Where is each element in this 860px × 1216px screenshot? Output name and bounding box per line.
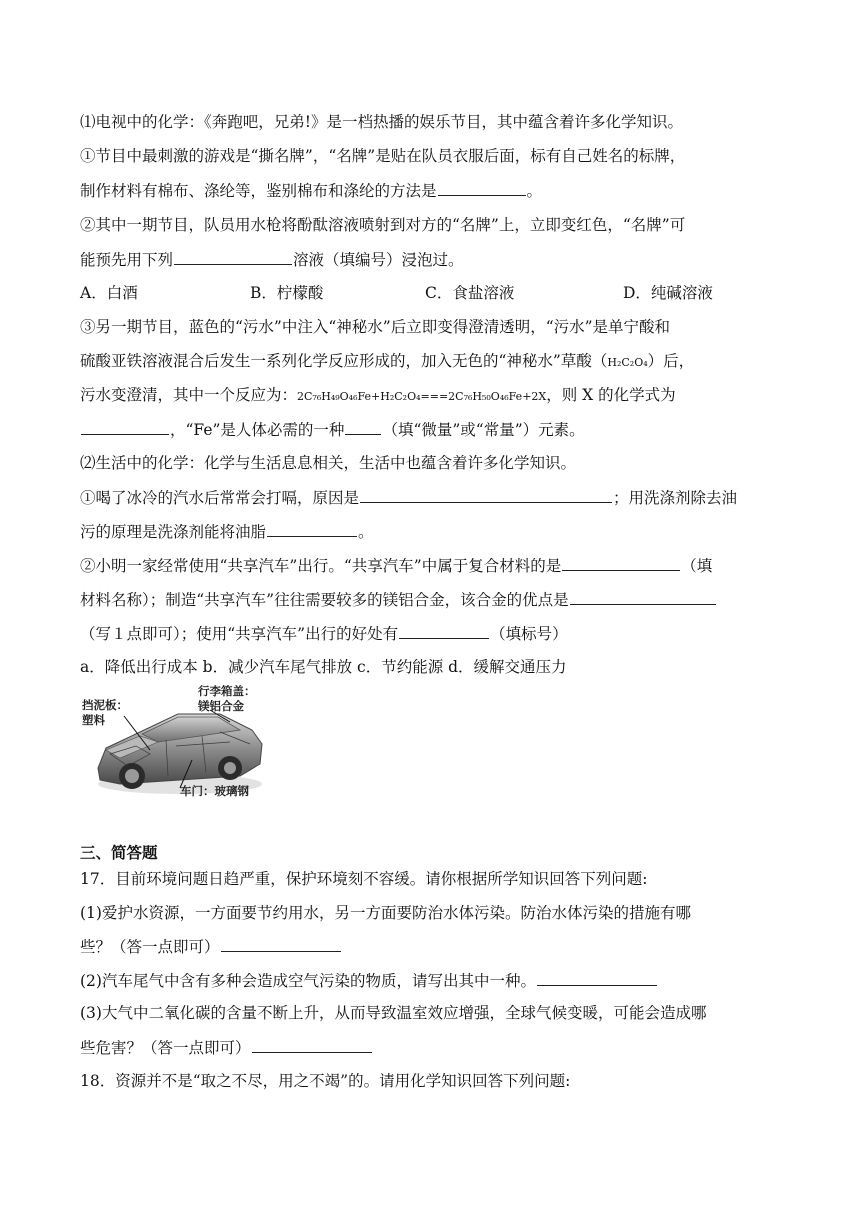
item5-line1: ②小明一家经常使用“共享汽车”出行。“共享汽车”中属于复合材料的是 （填 — [80, 557, 713, 575]
item5-choices: a．降低出行成本 b．减少汽车尾气排放 c．节约能源 d．缓解交通压力 — [80, 658, 567, 676]
item3-line2: 硫酸亚铁溶液混合后发生一系列化学反应形成的，加入无色的“神秘水”草酸（H₂C₂O₄）后， — [80, 352, 695, 370]
answer-blank-harm[interactable] — [252, 1037, 372, 1053]
q17-p3-line2: 些危害？（答一点即可） — [80, 1037, 785, 1058]
label-door: 车门：玻璃钢 — [180, 784, 249, 798]
option-b: B．柠檬酸 — [250, 284, 324, 302]
answer-blank-burp[interactable] — [360, 487, 612, 503]
option-a: A．白酒 — [80, 284, 138, 302]
part2-intro: ⑵生活中的化学：化学与生活息息相关，生活中也蕴含着许多化学知识。 — [80, 454, 577, 472]
item3-line3: 污水变澄清，其中一个反应为：2C₇₆H₄₉O₄₆Fe+H₂C₂O₄===2C₇₆H₅₀O₄₆Fe+2X，则 X 的化学式为 — [80, 386, 676, 404]
car-figure — [80, 684, 268, 800]
label-fender: 挡泥板： 塑料 — [82, 698, 128, 727]
item1-line1: ①节目中最刺激的游戏是“撕名牌”，“名牌”是贴在队员衣服后面，标有自己姓名的标牌， — [80, 147, 686, 165]
q17-p2-line1: (2)汽车尾气中含有多种会造成空气污染的物质，请写出其中一种。 — [80, 970, 785, 991]
item3-line4: ，“Fe”是人体必需的一种 （填“微量”或“常量”）元素。 — [80, 419, 785, 440]
item4-line2: 污的原理是洗涤剂能将油脂 。 — [80, 523, 374, 541]
option-d: D．纯碱溶液 — [623, 284, 713, 302]
label-trunk: 行李箱盖： 镁铝合金 — [198, 684, 256, 713]
answer-blank-alloy[interactable] — [570, 589, 716, 605]
item5-line3: （写１点即可）；使用“共享汽车”出行的好处有 （填标号） — [80, 625, 568, 643]
answer-blank-pollutant[interactable] — [537, 970, 657, 986]
answer-blank-fabric[interactable] — [438, 180, 526, 196]
answer-blank-formula[interactable] — [81, 419, 169, 435]
part1-intro: ⑴电视中的化学：《奔跑吧，兄弟!》是一档热播的娱乐节目，其中蕴含着许多化学知识。 — [80, 113, 683, 131]
q17-stem: 17．目前环境问题日趋严重，保护环境刻不容缓。请你根据所学知识回答下列问题: — [80, 870, 648, 888]
item1-line2: 制作材料有棉布、涤纶等，鉴别棉布和涤纶的方法是 。 — [80, 182, 543, 200]
q17-p1-line2: 些？（答一点即可） — [80, 936, 785, 957]
answer-blank-water[interactable] — [221, 936, 341, 952]
answer-blank-solution[interactable] — [174, 249, 292, 265]
q18-stem: 18．资源并不是“取之不尽，用之不竭”的。请用化学知识回答下列问题: — [80, 1072, 571, 1090]
item3-line1: ③另一期节目，蓝色的“污水”中注入“神秘水”后立即变得澄清透明，“污水”是单宁酸和 — [80, 318, 671, 336]
q17-p3-line1: (3)大气中二氧化碳的含量不断上升，从而导致温室效应增强，全球气候变暖，可能会造成哪 — [80, 1004, 707, 1022]
answer-blank-composite[interactable] — [562, 555, 680, 571]
answer-blank-benefit[interactable] — [399, 623, 489, 639]
answer-blank-element[interactable] — [345, 419, 381, 435]
answer-blank-detergent[interactable] — [267, 521, 357, 537]
option-c: C．食盐溶液 — [425, 284, 515, 302]
item2-line2: 能预先用下列 溶液（填编号）浸泡过。 — [80, 251, 464, 269]
item5-line2: 材料名称）；制造“共享汽车”往往需要较多的镁铝合金，该合金的优点是 — [80, 589, 785, 610]
item2-line1: ②其中一期节目，队员用水枪将酚酞溶液喷射到对方的“名牌”上，立即变红色，“名牌”可 — [80, 216, 686, 234]
section-title: 三、简答题 — [80, 844, 158, 862]
q17-p1-line1: (1)爱护水资源，一方面要节约用水，另一方面要防治水体污染。防治水体污染的措施有哪 — [80, 904, 691, 922]
item4-line1: ①喝了冰冷的汽水后常常会打嗝，原因是 ；用洗涤剂除去油 — [80, 489, 738, 507]
